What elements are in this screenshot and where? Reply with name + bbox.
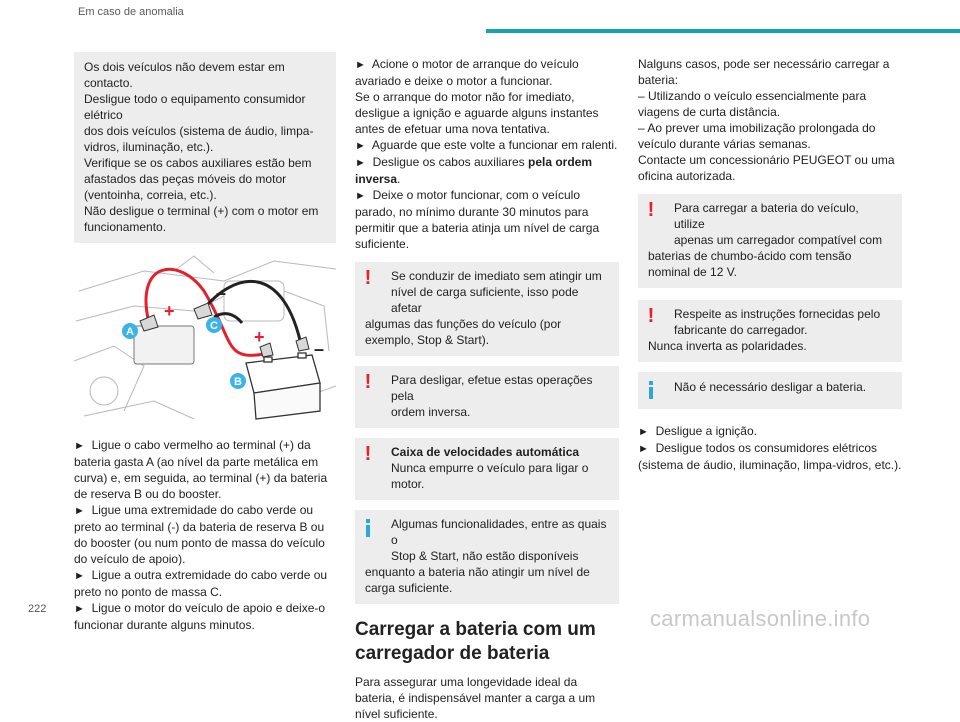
arrow-icon: ►	[638, 426, 649, 438]
header-accent-bar	[486, 29, 960, 33]
warning-box: ! Caixa de velocidades automática Nunca empurre o veículo para ligar o motor.	[355, 438, 619, 500]
warning-box: ! Para desligar, efetue estas operações pela ordem inversa.	[355, 366, 619, 428]
arrow-icon: ►	[355, 140, 366, 152]
section-title: Em caso de anomalia	[78, 6, 184, 18]
info-icon	[646, 378, 656, 399]
warning-box: ! Para carregar a bateria do veículo, utilize apenas um carregador compatível com baterias de chumbo-ácido com tensão nominal de 12 V.	[638, 194, 902, 288]
arrow-icon: ►	[638, 443, 649, 455]
label-c: C	[210, 320, 218, 332]
arrow-icon: ►	[74, 505, 85, 517]
column-1	[74, 52, 336, 633]
warning-box: ! Se conduzir de imediato sem atingir um nível de carga suficiente, isso pode afetar algumas das funções do veículo (por exemplo, Stop & Start).	[355, 262, 619, 356]
info-box: Algumas funcionalidades, entre as quais o Stop & Start, não estão disponíveis enquanto a bateria não atingir um nível de carga suficiente.	[355, 510, 619, 604]
step-item: ► Deixe o motor funcionar, com o veículo parado, no mínimo durante 30 minutos para permitir que a bateria atinja um nível de carga suficiente.	[355, 188, 600, 251]
arrow-icon: ►	[355, 59, 366, 71]
info-box: Não é necessário desligar a bateria.	[638, 372, 902, 409]
precaution-line: Não desligue o terminal (+) com o motor em	[84, 204, 319, 218]
warning-box: ! Respeite as instruções fornecidas pelo fabricante do carregador. Nunca inverta as polaridades.	[638, 300, 902, 362]
precaution-line: vidros, iluminação, etc.).	[84, 140, 214, 154]
info-icon	[363, 516, 373, 537]
arrow-icon: ►	[74, 570, 85, 582]
minus-sign-b: –	[314, 339, 325, 359]
jump-start-illustration	[74, 251, 336, 421]
plus-sign-b: +	[254, 327, 265, 347]
warning-exclamation-icon: !	[647, 199, 655, 221]
step-item: ► Ligue o motor do veículo de apoio e deixe-o funcionar durante alguns minutos.	[74, 601, 326, 632]
paragraph: Para assegurar uma longevidade ideal da bateria, é indispensável manter a carga a um nível suficiente.	[355, 675, 596, 721]
precaution-line: Verifique se os cabos auxiliares estão bem	[84, 156, 312, 170]
warning-exclamation-icon: !	[364, 371, 372, 393]
step-item: ► Aguarde que este volte a funcionar em ralenti.	[355, 138, 618, 152]
label-a: A	[126, 326, 134, 338]
precaution-line: (ventoinha, correia, etc.).	[84, 188, 217, 202]
step-item: ► Ligue uma extremidade do cabo verde ou preto ao terminal (-) da bateria de reserva B ou do booster (ou num ponto de massa do veículo do veículo de apoio).	[74, 503, 325, 566]
paragraph: Nalguns casos, pode ser necessário carregar a bateria:	[638, 57, 890, 87]
precaution-line: afastados das peças móveis do motor	[84, 172, 287, 186]
precaution-line: dos dois veículos (sistema de áudio, limpa-	[84, 124, 314, 138]
step-item: ► Acione o motor de arranque do veículo avariado e deixe o motor a funcionar.	[355, 57, 579, 88]
plus-sign-a: +	[164, 301, 175, 321]
warning-exclamation-icon: !	[647, 305, 655, 327]
dash-item: – Utilizando o veículo essencialmente para viagens de curta distância.	[638, 89, 867, 119]
page-number: 222	[28, 603, 47, 615]
minus-sign-ground: –	[216, 283, 227, 303]
step-item: ► Desligue a ignição.	[638, 424, 757, 438]
column-2	[355, 56, 619, 722]
precaution-line: funcionamento.	[84, 220, 167, 234]
warning-exclamation-icon: !	[364, 443, 372, 465]
step-item: ► Desligue todos os consumidores elétricos (sistema de áudio, iluminação, limpa-vidros, etc.).	[638, 441, 902, 472]
arrow-icon: ►	[74, 603, 85, 615]
step-item: ► Ligue a outra extremidade do cabo verde ou preto no ponto de massa C.	[74, 568, 328, 599]
warning-exclamation-icon: !	[364, 267, 372, 289]
precaution-line: Desligue todo o equipamento consumidor elétrico	[84, 92, 306, 122]
step-item: ► Ligue o cabo vermelho ao terminal (+) da bateria gasta A (ao nível da parte metálica em curva) e, em seguida, ao terminal (+) da bateria de reserva B ou do booster.	[74, 438, 328, 501]
section-heading: Carregar a bateria com um carregador de bateria	[355, 619, 596, 664]
column-3	[638, 56, 902, 473]
paragraph: Se o arranque do motor não for imediato, desligue a ignição e aguarde alguns instantes antes de efetuar uma nova tentativa.	[355, 90, 599, 136]
connection-steps	[74, 437, 336, 633]
precaution-box	[74, 52, 336, 243]
label-b: B	[234, 376, 242, 388]
arrow-icon: ►	[355, 157, 366, 169]
precaution-line: Os dois veículos não devem estar em contacto.	[84, 60, 285, 90]
paragraph: Contacte um concessionário PEUGEOT ou uma oficina autorizada.	[638, 153, 895, 183]
arrow-icon: ►	[355, 190, 366, 202]
step-item: ► Desligue os cabos auxiliares pela ordem inversa.	[355, 155, 593, 186]
arrow-icon: ►	[74, 440, 85, 452]
dash-item: – Ao prever uma imobilização prolongada do veículo durante várias semanas.	[638, 121, 876, 151]
watermark: carmanualsonline.info	[650, 606, 871, 631]
